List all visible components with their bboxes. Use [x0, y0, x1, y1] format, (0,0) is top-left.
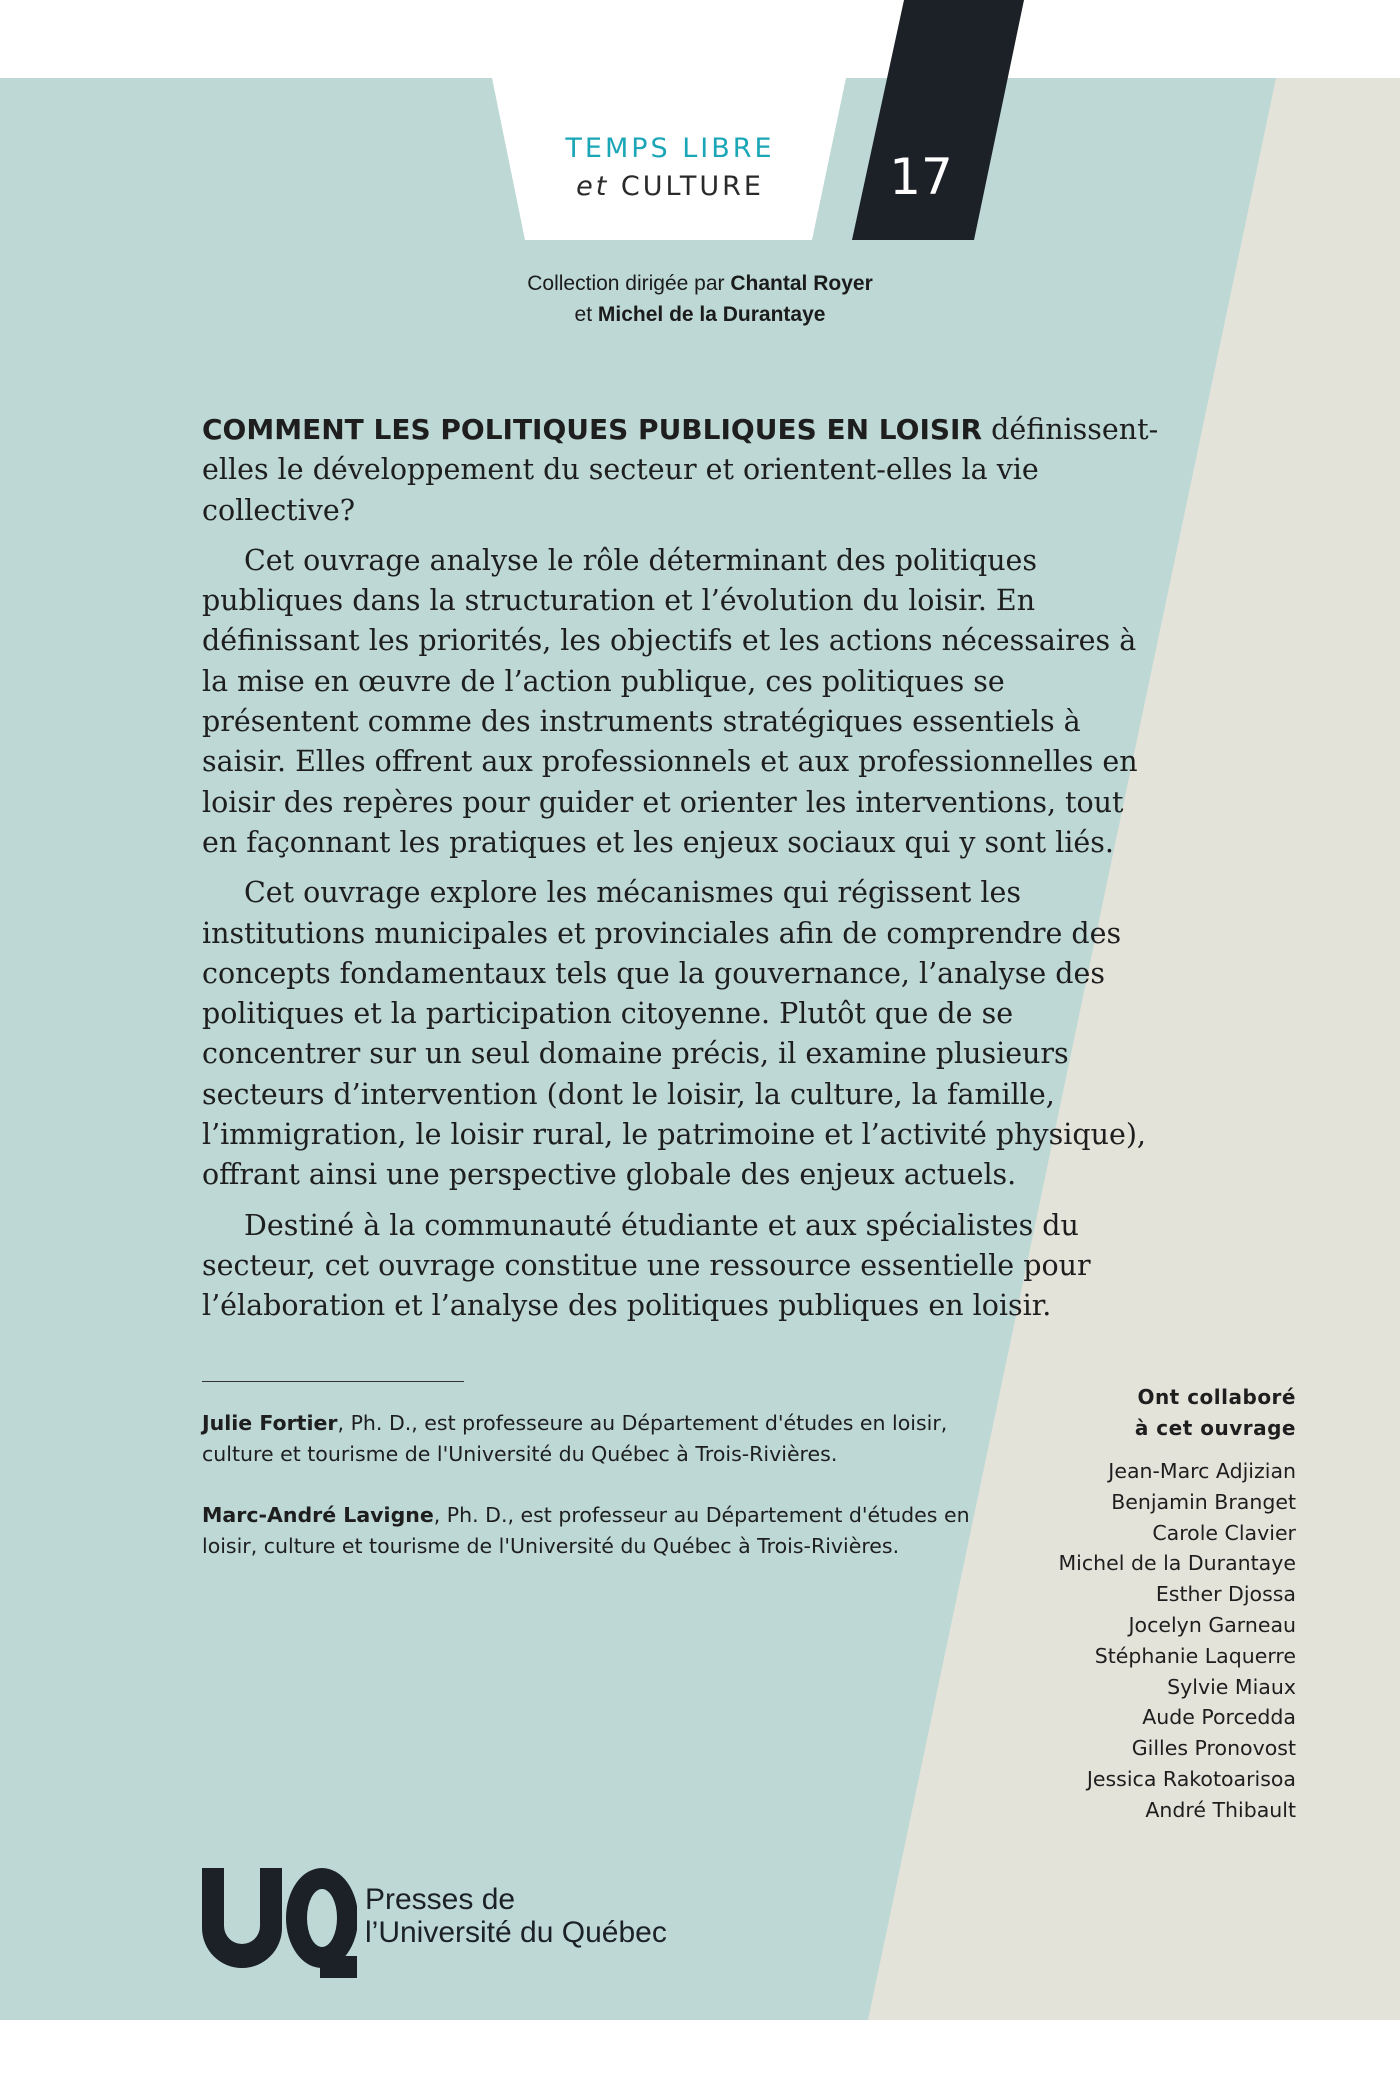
collaborator-name: Jocelyn Garneau — [1128, 1612, 1296, 1637]
series-title-line2 — [540, 168, 800, 206]
collaborators-heading-line1: Ont collaboré — [1137, 1385, 1296, 1409]
author-bios — [202, 1408, 982, 1592]
uq-logo-u-shape — [202, 1868, 282, 1968]
collection-credit — [440, 268, 960, 330]
collaborator-name: Carole Clavier — [1152, 1520, 1296, 1545]
author-description-1: , Ph. D., est professeure au Département d'études en loisir, culture et tourisme de l'Université du Québec à Trois-Rivières. — [202, 1411, 948, 1466]
collaborator-name: Jessica Rakotoarisoa — [1086, 1766, 1296, 1791]
description-paragraph-1: Cet ouvrage analyse le rôle déterminant des politiques publiques dans la structuration et l’évolution du loisir. En définissant les priorités, les objectifs et les actions nécessaires à la mise en œuvre de l’action publique, ces politiques se présentent comme des instruments stratégiques essentiels à saisir. Elles offrent aux professionnels et aux professionnelles en loisir des repères pour guider et orienter les interventions, tout en façonnant les pratiques et les enjeux sociaux qui y sont liés. — [202, 543, 1138, 859]
publisher-name — [365, 1883, 705, 1949]
series-title-culture: CULTURE — [620, 171, 764, 202]
series-number: 17 — [889, 148, 953, 206]
description-lead-bold: COMMENT LES POLITIQUES PUBLIQUES EN LOISIR — [202, 413, 983, 446]
author-name-1: Julie Fortier — [202, 1411, 338, 1435]
collaborator-name: Benjamin Branget — [1111, 1489, 1296, 1514]
author-bio-2 — [202, 1500, 982, 1562]
description — [202, 410, 1164, 1337]
series-title — [540, 130, 800, 206]
collection-editor-1: Chantal Royer — [730, 272, 873, 295]
collaborator-name: Sylvie Miaux — [1167, 1674, 1296, 1699]
author-name-2: Marc-André Lavigne — [202, 1503, 434, 1527]
collaborator-name: Jean-Marc Adjizian — [1108, 1459, 1296, 1483]
description-lead-rest: définissent-elles le développement du secteur et orientent-elles la vie collective? — [202, 413, 1159, 527]
publisher-name-line1: Presses de — [365, 1883, 516, 1916]
author-bio-1 — [202, 1408, 982, 1470]
collaborator-name: Gilles Pronovost — [1131, 1736, 1296, 1761]
collaborators-list — [960, 1456, 1296, 1826]
description-paragraph-2: Cet ouvrage explore les mécanismes qui régissent les institutions municipales et provinciales afin de comprendre des concepts fondamentaux tels que la gouvernance, l’analyse des politiques et la participation citoyenne. Plutôt que de se concentrer sur un seul domaine précis, il examine plusieurs secteurs d’intervention (dont le loisir, la culture, la famille, l’immigration, le loisir rural, le patrimoine et l’activité physique), offrant ainsi une perspective globale des enjeux actuels. — [202, 876, 1146, 1192]
publisher-name-line2: l’Université du Québec — [365, 1916, 667, 1949]
collaborator-name: Aude Porcedda — [1142, 1705, 1296, 1730]
collection-joiner: et — [574, 303, 593, 326]
collaborators-heading — [1000, 1382, 1296, 1444]
uq-logo-q-tail — [320, 1956, 357, 1978]
collaborator-name: André Thibault — [1145, 1797, 1296, 1822]
description-paragraph-3: Destiné à la communauté étudiante et aux spécialistes du secteur, cet ouvrage constitue une ressource essentielle pour l’élaboration et l’analyse des politiques publiques en loisir. — [202, 1208, 1091, 1323]
series-title-et: et — [576, 171, 610, 202]
uq-logo-icon — [202, 1868, 357, 1978]
collaborators-heading-line2: à cet ouvrage — [1134, 1416, 1296, 1440]
collection-editor-2: Michel de la Durantaye — [597, 303, 826, 326]
author-description-2: , Ph. D., est professeur au Département d'études en loisir, culture et tourisme de l'Université du Québec à Trois-Rivières. — [202, 1503, 970, 1558]
uq-logo-q-shape — [286, 1868, 357, 1968]
collaborator-name: Esther Djossa — [1155, 1582, 1296, 1607]
collaborator-name: Stéphanie Laquerre — [1094, 1643, 1296, 1668]
collaborator-name: Michel de la Durantaye — [1058, 1551, 1296, 1576]
series-title-line1: TEMPS LIBRE — [565, 133, 775, 164]
description-lead-paragraph — [202, 410, 1164, 531]
collection-prefix: Collection dirigée par — [527, 272, 725, 295]
authors-divider — [202, 1381, 464, 1382]
